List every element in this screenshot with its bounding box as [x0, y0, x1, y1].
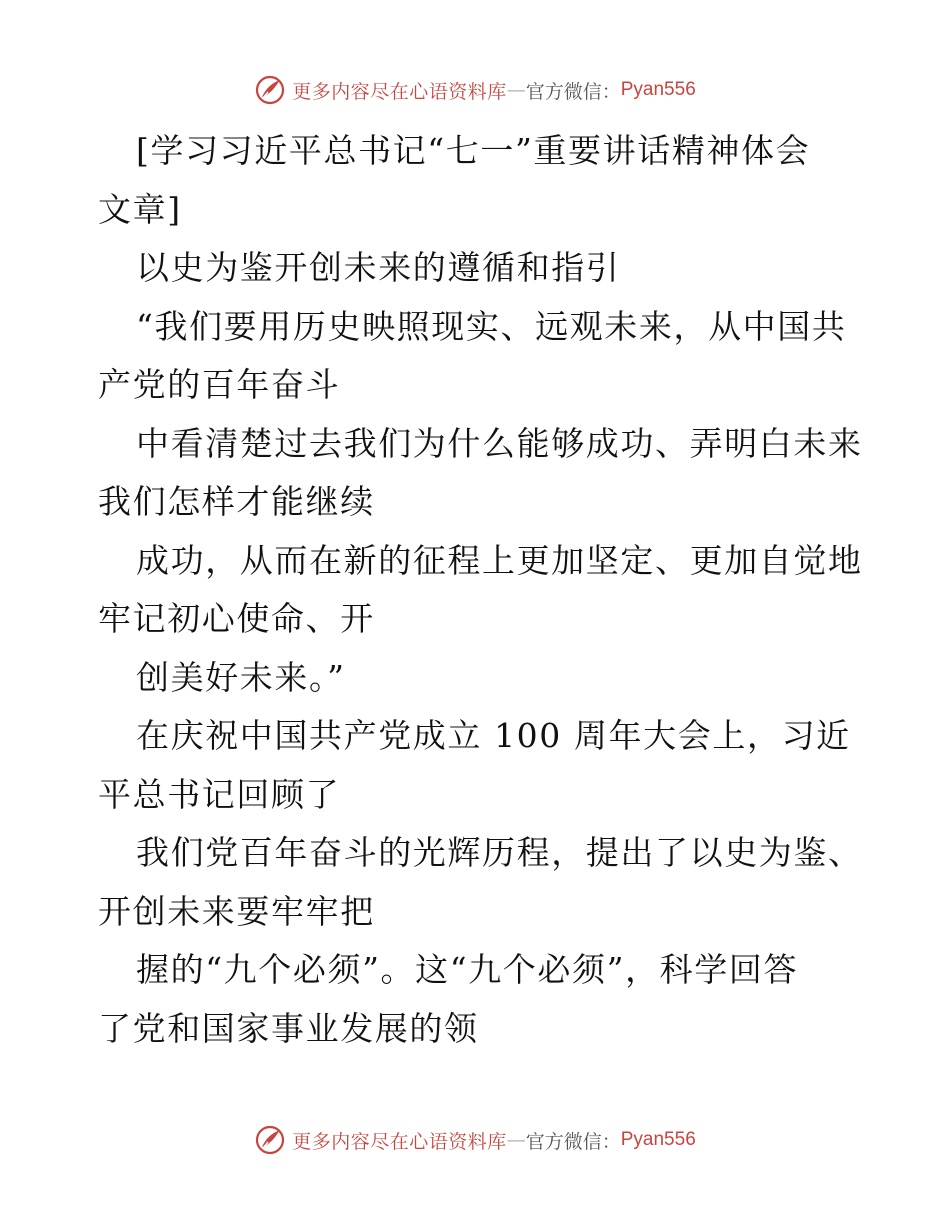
paragraph — [98, 298, 858, 415]
paragraph-line: 开创未来要牢牢把 — [98, 891, 375, 931]
watermark-label: 官方微信： — [525, 80, 621, 103]
watermark-site-text: 更多内容尽在心语资料库 — [292, 80, 507, 103]
paragraph — [98, 824, 863, 941]
footer-watermark — [0, 1120, 950, 1160]
watermark-site-text: 更多内容尽在心语资料库 — [292, 1130, 507, 1153]
paragraph — [98, 649, 858, 708]
quill-logo-icon — [254, 74, 286, 106]
paragraph — [98, 941, 858, 1058]
paragraph-line: 以史为鉴开创未来的遵循和指引 — [136, 248, 621, 287]
quill-logo-icon — [254, 1124, 286, 1156]
paragraph — [98, 415, 863, 532]
paragraph-line: 创美好未来。” — [136, 657, 346, 697]
paragraph-line: 我们怎样才能继续 — [98, 482, 375, 521]
watermark-label: 官方微信： — [525, 1130, 621, 1153]
paragraph — [98, 532, 863, 649]
paragraph-subtitle — [98, 239, 858, 298]
watermark-dash: — — [506, 1129, 526, 1151]
paragraph-line: 牢记初心使命、开 — [98, 599, 375, 638]
paragraph — [98, 707, 858, 824]
paragraph-line: 文章] — [98, 189, 182, 229]
paragraph-line: 成功，从而在新的征程上更加坚定、更加自觉地 — [136, 540, 863, 580]
paragraph-line: 我们党百年奋斗的光辉历程，提出了以史为鉴、 — [136, 833, 863, 872]
header-watermark — [0, 70, 950, 110]
paragraph-line: 中看清楚过去我们为什么能够成功、弄明白未来 — [136, 423, 863, 463]
watermark-wechat-id: Pyan556 — [620, 1129, 696, 1150]
paragraph-title — [98, 122, 858, 239]
paragraph-line: 平总书记回顾了 — [98, 774, 341, 814]
watermark-dash: — — [506, 79, 526, 101]
document-body — [98, 122, 863, 1058]
paragraph-line: “我们要用历史映照现实、远观未来，从中国共 — [136, 306, 847, 346]
paragraph-line: 了党和国家事业发展的领 — [98, 1008, 479, 1048]
paragraph-line: 握的“九个必须”。这“九个必须”，科学回答 — [136, 950, 799, 989]
paragraph-line: 在庆祝中国共产党成立 100 周年大会上，习近 — [136, 716, 851, 755]
paragraph-line: 产党的百年奋斗 — [98, 365, 341, 404]
paragraph-line: [学习习近平总书记“七一”重要讲话精神体会 — [136, 131, 811, 170]
watermark-wechat-id: Pyan556 — [620, 79, 696, 100]
